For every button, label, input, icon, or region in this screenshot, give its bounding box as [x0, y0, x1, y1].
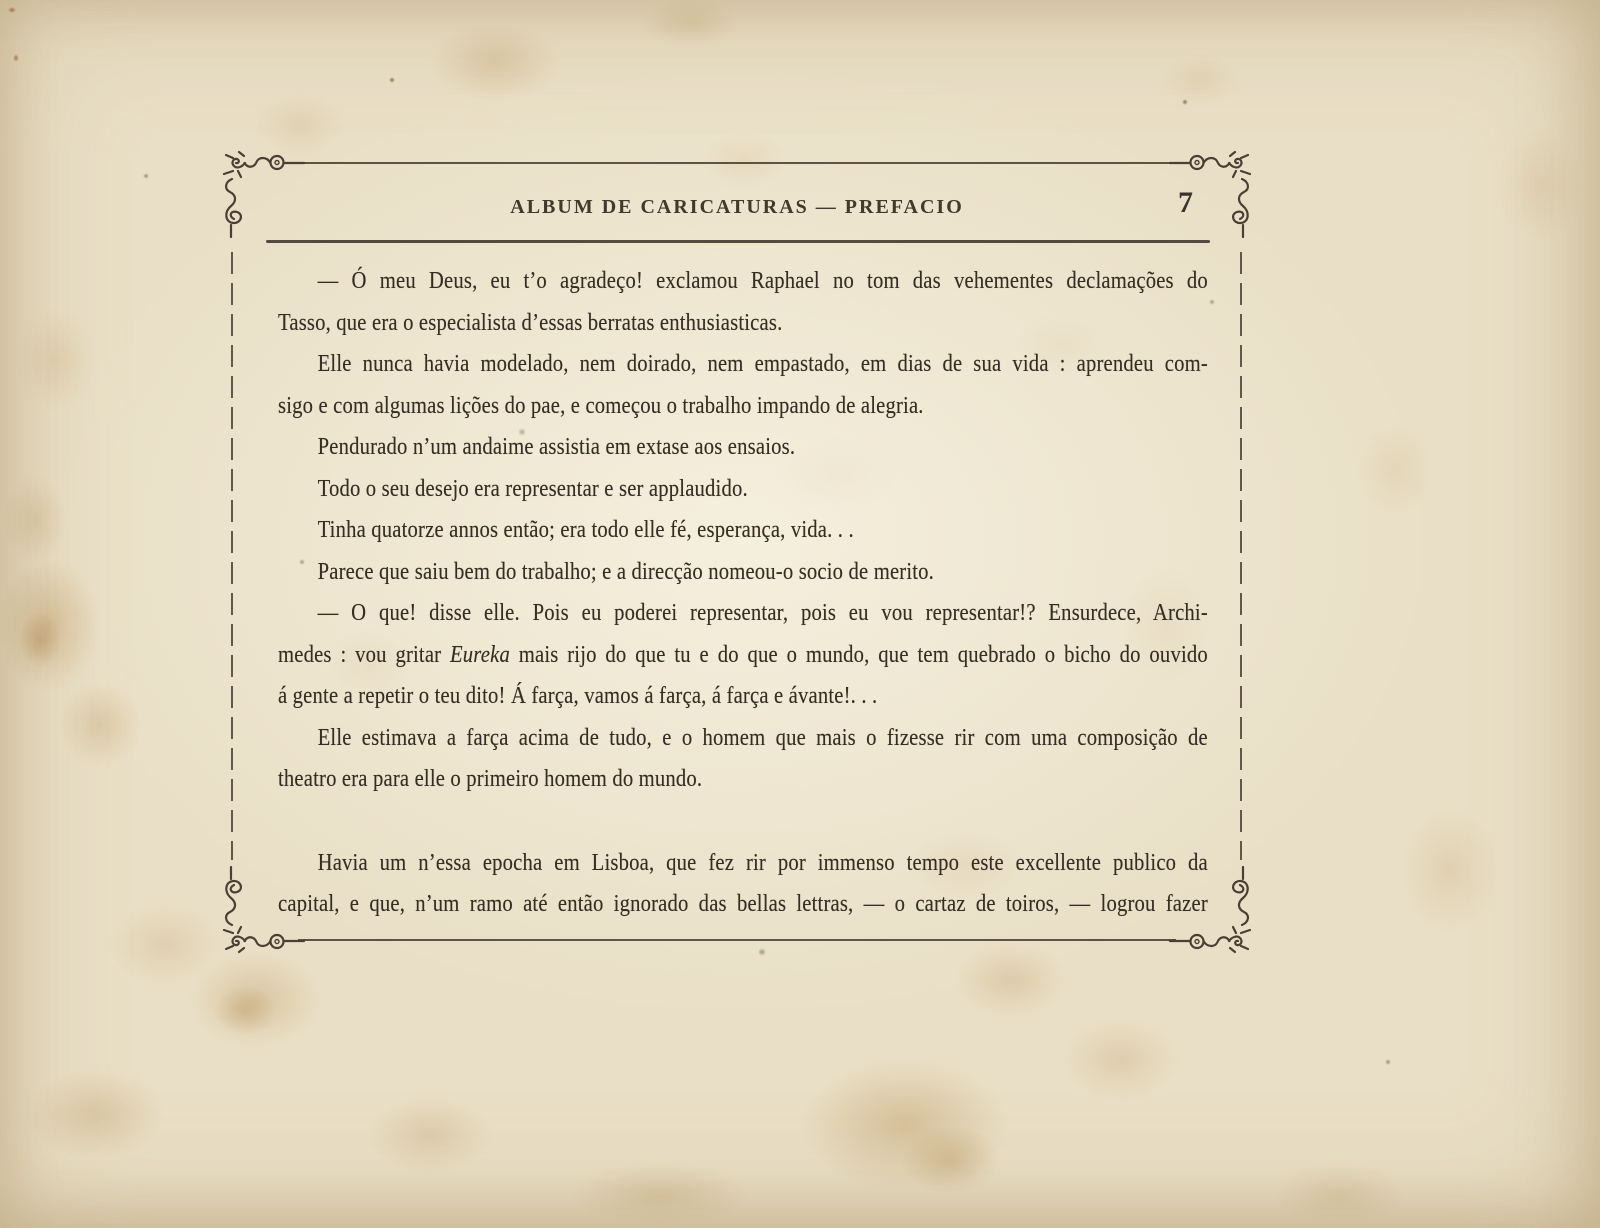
text-line	[278, 344, 1208, 386]
text-segment: á gente a repetir o teu dito! Á farça, vamos á farça, á farça e ávante!. . .	[278, 683, 878, 709]
text-segment: — O que! disse elle. Pois eu poderei representar, pois eu vou representar!? Ensurdece, Archi-	[317, 600, 1208, 626]
text-line	[278, 303, 1208, 345]
frame-edge-left	[231, 252, 233, 860]
text-line	[278, 718, 1208, 760]
text-line	[278, 469, 1208, 511]
text-line	[278, 386, 1208, 428]
page-number: 7	[1178, 186, 1193, 219]
text-segment: sigo e com algumas lições do pae, e começou o trabalho impando de alegria.	[278, 392, 924, 419]
text-line	[278, 593, 1208, 635]
text-segment: Tinha quatorze annos então; era todo elle fé, esperança, vida. . .	[317, 517, 854, 543]
text-line	[278, 261, 1208, 303]
page-text	[278, 261, 1208, 926]
text-segment: — Ó meu Deus, eu t’o agradeço! exclamou Raphael no tom das vehementes declamações do	[317, 268, 1208, 294]
text-segment: Parece que saiu bem do trabalho; e a direcção nomeou-o socio de merito.	[317, 558, 935, 585]
text-line	[278, 635, 1208, 677]
running-title: ALBUM DE CARICATURAS — PREFACIO	[510, 196, 964, 218]
text-segment: Havia um n’essa epocha em Lisboa, que fez rir por immenso tempo este excellente publico da	[317, 849, 1208, 876]
text-segment: Elle nunca havia modelado, nem doirado, nem empastado, em dias de sua vida : aprendeu com-	[317, 351, 1208, 377]
text-segment: mais rijo do que tu e do que o mundo, que tem quebrado o bicho do ouvido	[509, 641, 1208, 668]
text-segment: Tasso, que era o especialista d’essas berratas enthusiasticas.	[278, 309, 783, 336]
frame-edge-right	[1240, 252, 1242, 860]
text-line	[278, 884, 1208, 926]
text-segment: capital, e que, n’um ramo até então ignorado das bellas lettras, — o cartaz de toiros, — logrou fazer	[278, 891, 1208, 917]
frame-edge-bottom	[298, 939, 1176, 941]
text-line	[278, 759, 1208, 801]
text-line	[278, 510, 1208, 552]
text-segment: Elle estimava a farça acima de tudo, e o homem que mais o fizesse rir com uma composição de	[317, 724, 1208, 751]
frame-edge-top	[298, 162, 1176, 164]
text-line	[278, 552, 1208, 594]
text-line	[278, 676, 1208, 718]
text-segment: Pendurado n’um andaime assistia em extase aos ensaios.	[317, 434, 796, 460]
header-rule	[266, 240, 1210, 243]
text-segment: theatro era para elle o primeiro homem do mundo.	[278, 766, 703, 792]
text-segment: medes : vou gritar	[278, 641, 451, 668]
italic-text: Eureka	[450, 641, 510, 668]
text-segment: Todo o seu desejo era representar e ser applaudido.	[317, 475, 748, 502]
text-line	[278, 427, 1208, 469]
text-line	[278, 843, 1208, 885]
